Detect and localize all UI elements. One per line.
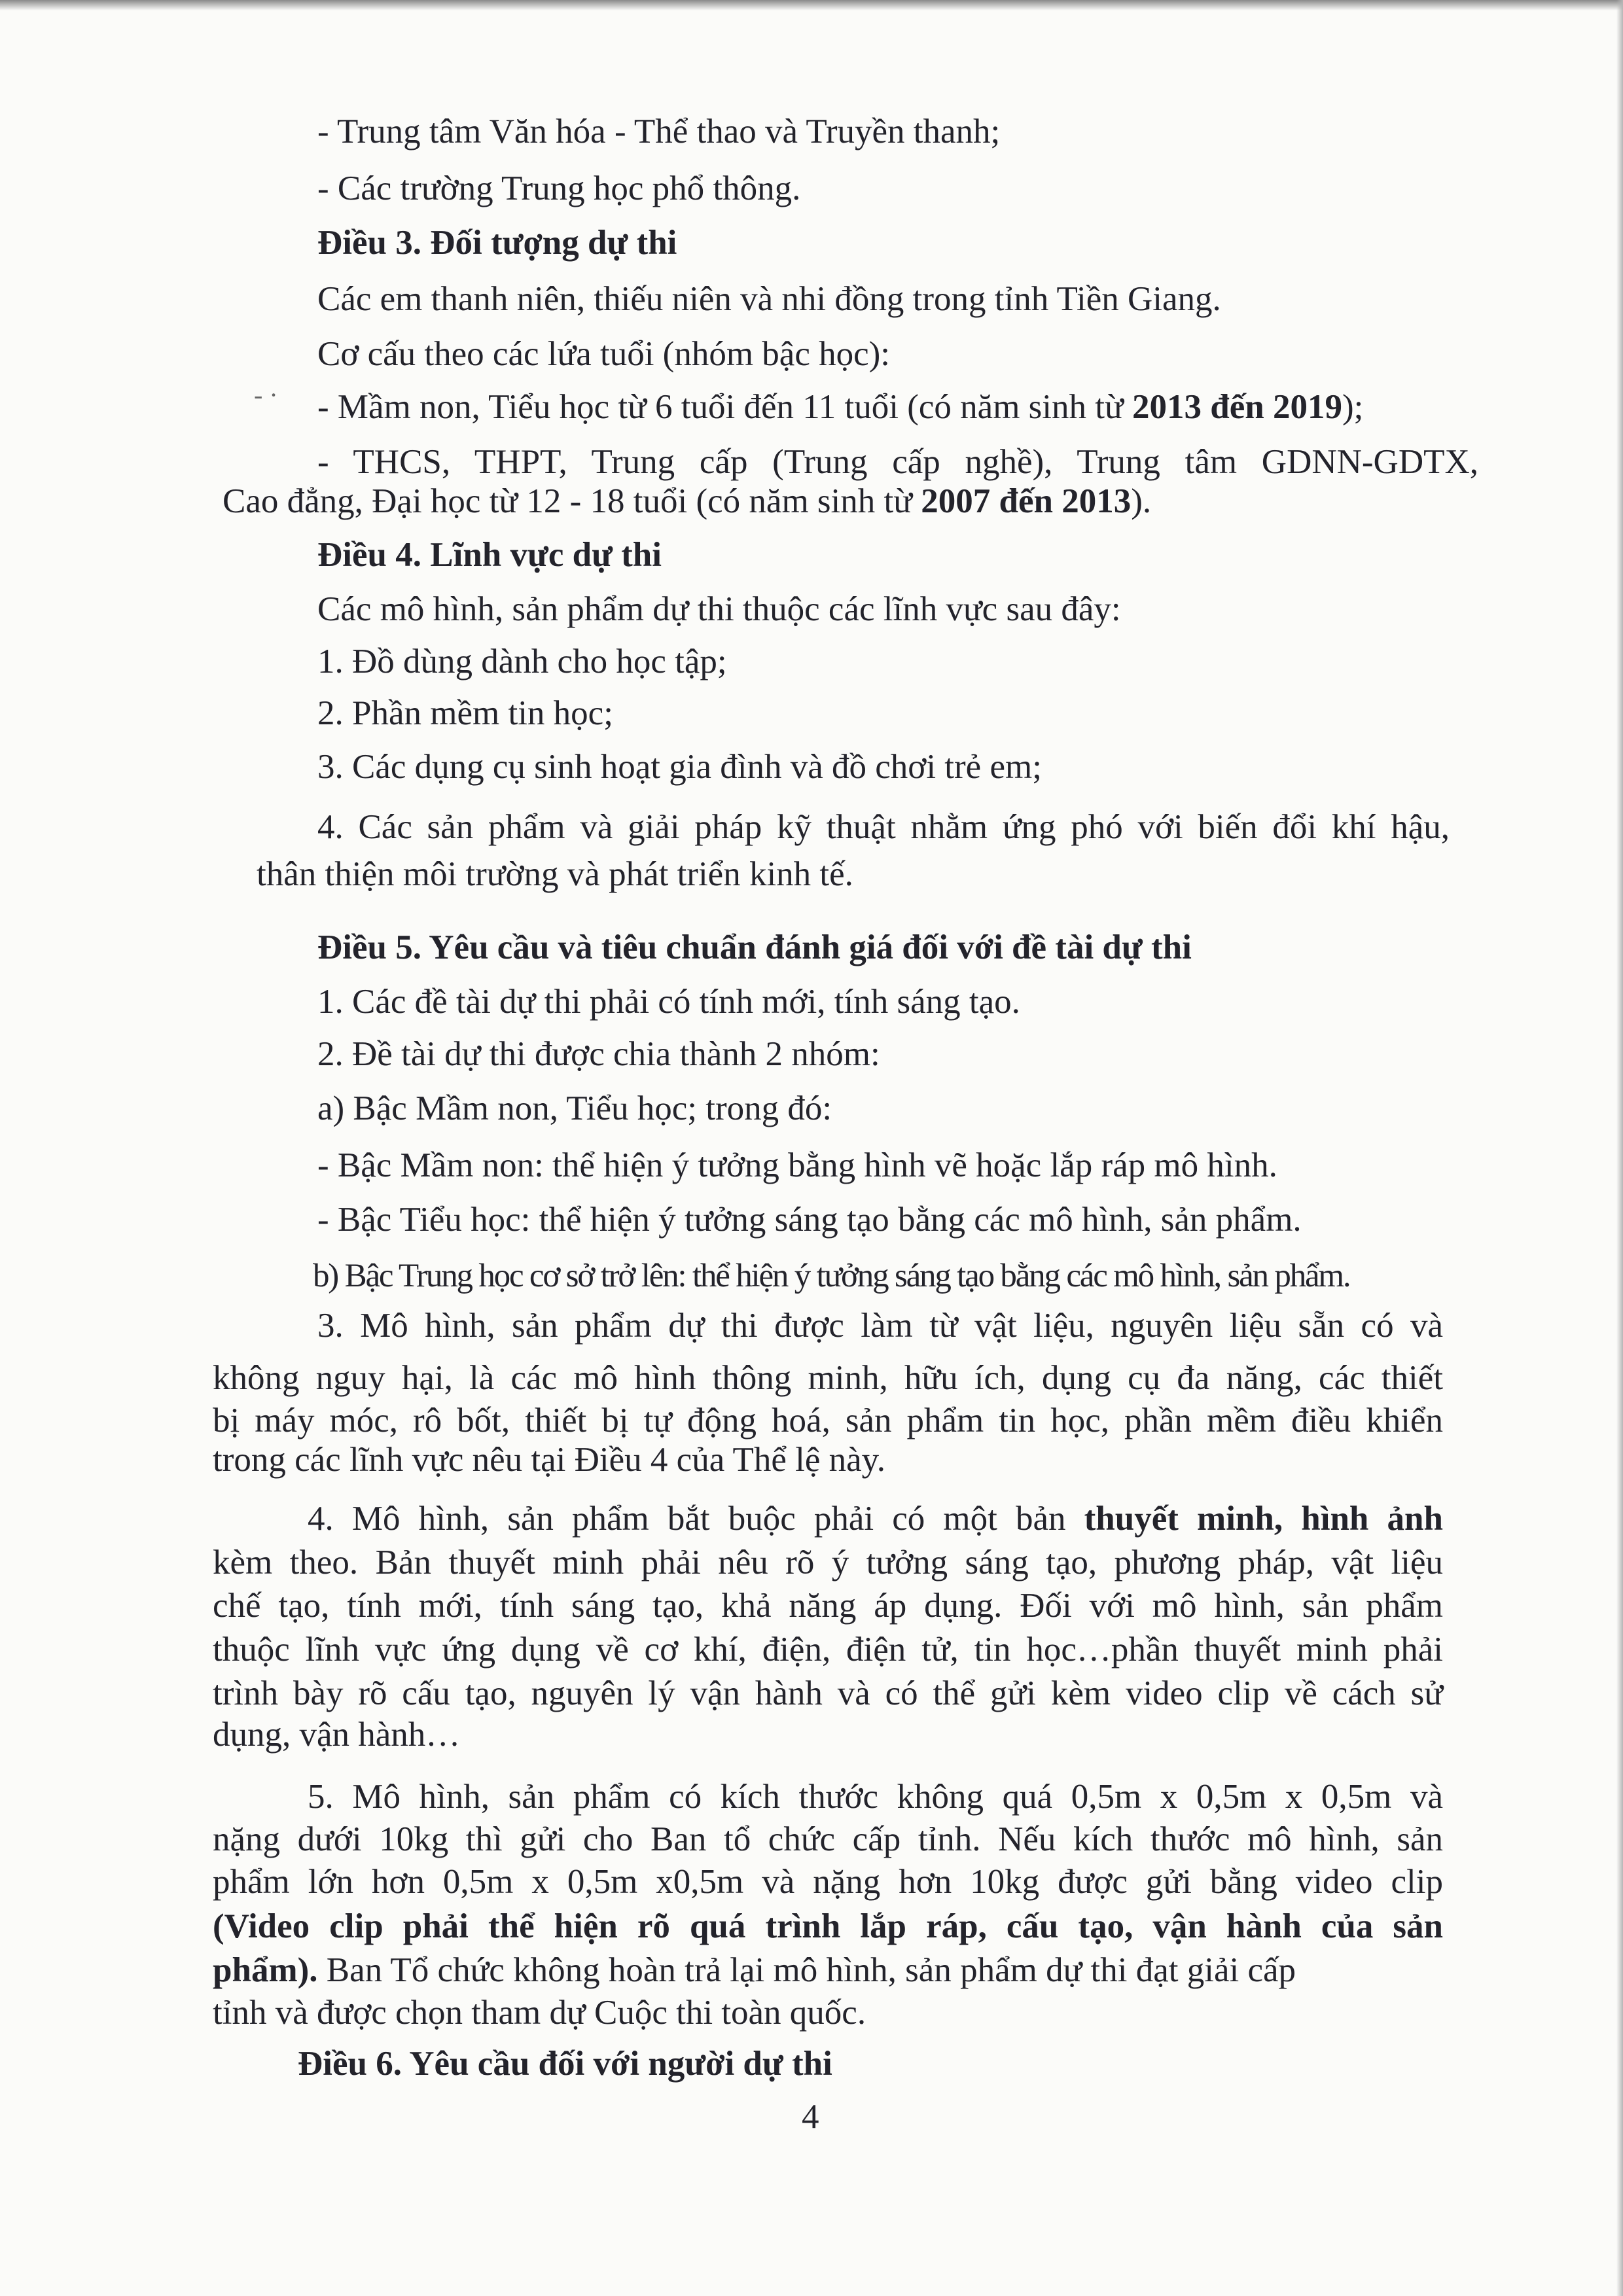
article-4-heading: Điều 4. Lĩnh vực dự thi [317, 536, 662, 574]
text-line: kèm theo. Bản thuyết minh phải nêu rõ ý tưởng sáng tạo, phương pháp, vật liệu [213, 1544, 1443, 1581]
text-line: không nguy hại, là các mô hình thông minh, hữu ích, dụng cụ đa năng, các thiết [213, 1359, 1443, 1397]
text-line: nặng dưới 10kg thì gửi cho Ban tổ chức cấp tỉnh. Nếu kích thước mô hình, sản [213, 1820, 1443, 1858]
text-line: thuộc lĩnh vực ứng dụng về cơ khí, điện, điện tử, tin học…phần thuyết minh phải [213, 1631, 1443, 1669]
text-line: dụng, vận hành… [213, 1716, 461, 1754]
text-line: trình bày rõ cấu tạo, nguyên lý vận hành và có thể gửi kèm video clip về cách sử [213, 1674, 1443, 1712]
text-line: 3. Các dụng cụ sinh hoạt gia đình và đồ chơi trẻ em; [317, 748, 1042, 786]
text-line: - Bậc Tiểu học: thể hiện ý tưởng sáng tạo bằng các mô hình, sản phẩm. [317, 1201, 1302, 1239]
text-line: 4. Các sản phẩm và giải pháp kỹ thuật nhằm ứng phó với biến đổi khí hậu, [317, 808, 1450, 846]
text-line: (Video clip phải thể hiện rõ quá trình lắp ráp, cấu tạo, vận hành của sản [213, 1907, 1443, 1945]
scan-speck: - · [254, 380, 278, 410]
text-line: 1. Các đề tài dự thi phải có tính mới, tính sáng tạo. [317, 983, 1020, 1021]
text-line: 5. Mô hình, sản phẩm có kích thước không quá 0,5m x 0,5m x 0,5m và [308, 1778, 1443, 1816]
text-line: - Trung tâm Văn hóa - Thể thao và Truyền thanh; [317, 113, 1001, 150]
text-line: Cơ cấu theo các lứa tuổi (nhóm bậc học): [317, 335, 890, 373]
text-line: - THCS, THPT, Trung cấp (Trung cấp nghề), Trung tâm GDNN-GDTX, [317, 443, 1478, 481]
text-line: - Mầm non, Tiểu học từ 6 tuổi đến 11 tuổi (có năm sinh từ 2013 đến 2019); [317, 388, 1364, 426]
text-line: a) Bậc Mầm non, Tiểu học; trong đó: [317, 1089, 832, 1127]
text-line: - Các trường Trung học phổ thông. [317, 169, 801, 207]
text-line: phẩm). Ban Tổ chức không hoàn trả lại mô hình, sản phẩm dự thi đạt giải cấp [213, 1951, 1296, 1989]
text-line: 1. Đồ dùng dành cho học tập; [317, 643, 727, 680]
text-line: Các em thanh niên, thiếu niên và nhi đồng trong tỉnh Tiền Giang. [317, 280, 1221, 318]
text-line: b) Bậc Trung học cơ sở trở lên: thể hiện ý tưởng sáng tạo bằng các mô hình, sản phẩm. [313, 1258, 1350, 1294]
text-line: Các mô hình, sản phẩm dự thi thuộc các lĩnh vực sau đây: [317, 590, 1121, 628]
text-line: tỉnh và được chọn tham dự Cuộc thi toàn quốc. [213, 1994, 866, 2032]
page-number: 4 [802, 2098, 819, 2136]
article-5-heading: Điều 5. Yêu cầu và tiêu chuẩn đánh giá đối với đề tài dự thi [317, 928, 1192, 966]
text-line: 4. Mô hình, sản phẩm bắt buộc phải có một bản thuyết minh, hình ảnh [308, 1500, 1443, 1538]
text-line: trong các lĩnh vực nêu tại Điều 4 của Thể lệ này. [213, 1441, 885, 1479]
text-line: thân thiện môi trường và phát triển kinh tế. [257, 855, 853, 893]
article-6-heading: Điều 6. Yêu cầu đối với người dự thi [298, 2045, 832, 2083]
text-line: phẩm lớn hơn 0,5m x 0,5m x0,5m và nặng hơn 10kg được gửi bằng video clip [213, 1863, 1443, 1901]
text-line: chế tạo, tính mới, tính sáng tạo, khả năng áp dụng. Đối với mô hình, sản phẩm [213, 1587, 1443, 1625]
article-3-heading: Điều 3. Đối tượng dự thi [317, 224, 677, 262]
text-line: 2. Phần mềm tin học; [317, 694, 613, 732]
scan-top-edge [0, 0, 1623, 10]
text-line: bị máy móc, rô bốt, thiết bị tự động hoá, sản phẩm tin học, phần mềm điều khiển [213, 1402, 1443, 1439]
scan-right-edge [1616, 0, 1623, 2296]
text-line: 3. Mô hình, sản phẩm dự thi được làm từ vật liệu, nguyên liệu sẵn có và [317, 1307, 1443, 1345]
text-line: - Bậc Mầm non: thể hiện ý tưởng bằng hình vẽ hoặc lắp ráp mô hình. [317, 1146, 1277, 1184]
text-line: 2. Đề tài dự thi được chia thành 2 nhóm: [317, 1035, 880, 1073]
text-line: Cao đẳng, Đại học từ 12 - 18 tuổi (có năm sinh từ 2007 đến 2013). [223, 482, 1152, 520]
